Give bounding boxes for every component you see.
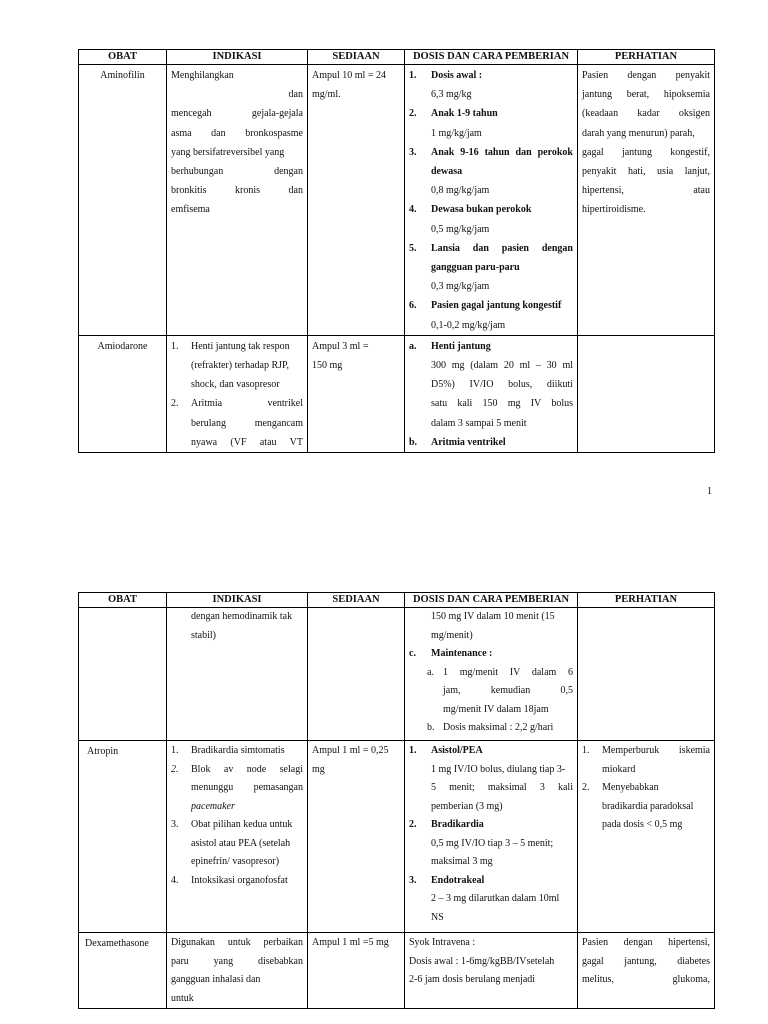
dose-line: 5 menit; maksimal 3 kali [431, 782, 573, 793]
sediaan-line: Ampul 3 ml = [312, 340, 369, 352]
dose-title: Dosis awal : [431, 70, 483, 81]
indikasi-line: menunggu pemasangan [191, 782, 303, 793]
dose-value: 0,8 mg/kg/jam [431, 185, 490, 197]
list-number: 1. [171, 745, 179, 756]
list-number: 2. [582, 782, 590, 793]
dose-title: Bradikardia [431, 819, 484, 830]
dose-line: pemberian (3 mg) [431, 800, 503, 812]
dosis-cell [405, 65, 578, 336]
perhatian-line: Pasien dengan hipertensi, [582, 937, 710, 948]
indikasi-line: dengan hemodinamik tak [191, 611, 293, 622]
table-header-row [79, 593, 715, 608]
dosis-cell [405, 933, 578, 1009]
list-number: 3. [171, 819, 179, 830]
indikasi-line: Intoksikasi organofosfat [191, 874, 288, 886]
dose-title: Dewasa bukan perokok [431, 204, 532, 216]
indikasi-line: shock, dan vasopresor [191, 379, 280, 391]
indikasi-cell [167, 335, 308, 452]
dose-value: 6,3 mg/kg [431, 89, 472, 101]
dose-line: dalam 3 sampai 5 menit [431, 417, 527, 429]
indikasi-line: paru yang disebabkan [171, 955, 303, 967]
indikasi-line: mencegah gejala-gejala [171, 108, 303, 120]
dose-line: 2 – 3 mg dilarutkan dalam 10ml [431, 893, 560, 904]
table-row-dexamethasone [79, 933, 715, 1009]
dose-line: 0,5 mg IV/IO tiap 3 – 5 menit; [431, 837, 554, 849]
perhatian-line: penyakit hati, usia lanjut, [582, 166, 710, 178]
perhatian-line: Menyebabkan [602, 782, 659, 793]
dosis-cell [405, 741, 578, 933]
perhatian-cell [578, 608, 715, 741]
sediaan-cell [308, 741, 405, 933]
table-row-amiodarone [79, 335, 715, 452]
dose-title: Asistol/PEA [431, 745, 483, 756]
dose-title: Anak 1-9 tahun [431, 108, 498, 120]
indikasi-line: asma dan bronkospasme [171, 127, 303, 139]
perhatian-cell [578, 65, 715, 336]
header-indikasi: INDIKASI [167, 50, 308, 65]
table-header-row [79, 50, 715, 65]
perhatian-line: pada dosis < 0,5 mg [602, 819, 683, 830]
dose-value: 1 mg/kg/jam [431, 127, 482, 139]
dose-line: Dosis maksimal : 2,2 g/hari [443, 722, 554, 733]
drug-table-page-1 [78, 49, 715, 453]
header-dosis: DOSIS DAN CARA PEMBERIAN [405, 593, 578, 608]
header-obat: OBAT [79, 593, 167, 608]
list-number: 1. [409, 70, 417, 81]
drug-name: Dexamethasone [79, 933, 167, 1009]
header-obat: OBAT [79, 50, 167, 65]
indikasi-line: (refrakter) terhadap RJP, [191, 360, 290, 372]
indikasi-line: Aritmia ventrikel [191, 398, 303, 410]
indikasi-line: Blok av node selagi [191, 763, 303, 775]
indikasi-cell [167, 933, 308, 1009]
header-perhatian: PERHATIAN [578, 50, 715, 65]
list-letter: b. [427, 722, 435, 733]
indikasi-line: berhubungan dengan [171, 166, 303, 178]
sediaan-cell [308, 65, 405, 336]
list-number: 6. [409, 300, 417, 312]
perhatian-line: Pasien dengan penyakit [582, 70, 710, 81]
drug-table-page-2 [78, 592, 715, 1009]
indikasi-line: stabil) [191, 629, 216, 641]
dose-title: Aritmia ventrikel [431, 436, 506, 448]
header-dosis: DOSIS DAN CARA PEMBERIAN [405, 50, 578, 65]
perhatian-cell [578, 741, 715, 933]
list-letter: a. [409, 340, 417, 352]
drug-name: Atropin [79, 741, 167, 933]
table-row-aminofilin [79, 65, 715, 336]
dosis-cell [405, 335, 578, 452]
indikasi-cell [167, 741, 308, 933]
drug-name [79, 608, 167, 741]
dose-line: 2-6 jam dosis berulang menjadi [409, 974, 536, 985]
perhatian-line: gagal jantung kongestif, [582, 146, 710, 158]
dose-line: mg/menit) [431, 629, 473, 641]
dose-line: 300 mg (dalam 20 ml – 30 ml [431, 360, 573, 372]
sediaan-line: mg/ml. [312, 89, 341, 101]
perhatian-line: Memperburuk iskemia [602, 745, 710, 756]
perhatian-line: darah yang menurun) parah, [582, 127, 695, 139]
indikasi-cell [167, 608, 308, 741]
dose-line: satu kali 150 mg IV bolus [431, 398, 573, 410]
dose-line: Dosis awal : 1-6mg/kgBB/IVsetelah [409, 955, 555, 967]
sediaan-line: Ampul 10 ml = 24 [312, 70, 386, 81]
list-number: 1. [171, 340, 179, 352]
page-number: 1 [707, 486, 712, 497]
indikasi-line: yang bersifatreversibel yang [171, 146, 285, 158]
dose-title: Maintenance : [431, 648, 493, 659]
drug-name: Amiodarone [79, 335, 167, 452]
dose-line: mg/menit IV dalam 18jam [443, 703, 549, 715]
perhatian-line: hipertiroidisme. [582, 204, 646, 216]
sediaan-line: Ampul 1 ml = 0,25 [312, 745, 389, 756]
list-number: 3. [409, 874, 417, 886]
sediaan-line: 150 mg [312, 360, 343, 372]
perhatian-cell [578, 933, 715, 1009]
perhatian-line: miokard [602, 763, 636, 775]
dose-title: Pasien gagal jantung kongestif [431, 300, 562, 312]
indikasi-line: Menghilangkan [171, 70, 234, 81]
dose-line: NS [431, 911, 444, 923]
dosis-cell [405, 608, 578, 741]
dose-line: 1 mg IV/IO bolus, diulang tiap 3- [431, 763, 566, 775]
indikasi-line: Obat pilihan kedua untuk [191, 819, 293, 830]
sediaan-cell [308, 608, 405, 741]
indikasi-cell [167, 65, 308, 336]
dose-value: 0,5 mg/kg/jam [431, 223, 490, 235]
indikasi-line: gangguan inhalasi dan [171, 974, 261, 985]
header-sediaan: SEDIAAN [308, 50, 405, 65]
sediaan-line: mg [312, 763, 325, 775]
dose-title: Lansia dan pasien dengan gangguan paru-paru [431, 242, 573, 274]
dose-title: Anak 9-16 tahun dan perokok dewasa [431, 146, 573, 178]
list-number: 2. [171, 763, 179, 775]
perhatian-line: melitus, glukoma, [582, 974, 710, 985]
perhatian-line: (keadaan kadar oksigen [582, 108, 710, 120]
list-number: 4. [171, 874, 179, 886]
indikasi-line: dan [288, 89, 303, 101]
indikasi-line: bronkitis kronis dan [171, 185, 303, 197]
indikasi-line: emfisema [171, 204, 210, 216]
dose-title: Endotrakeal [431, 874, 485, 886]
list-number: 2. [409, 819, 417, 830]
perhatian-cell [578, 335, 715, 452]
list-number: 2. [171, 398, 179, 410]
dose-value: 0,1-0,2 mg/kg/jam [431, 319, 506, 331]
dose-line: jam, kemudian 0,5 [443, 685, 573, 696]
dose-line: maksimal 3 mg [431, 856, 493, 867]
header-perhatian: PERHATIAN [578, 593, 715, 608]
indikasi-line: untuk [171, 992, 194, 1004]
dose-value: 0,3 mg/kg/jam [431, 281, 490, 293]
perhatian-line: bradikardia paradoksal [602, 800, 694, 812]
indikasi-line: epinefrin/ vasopresor) [191, 856, 280, 867]
list-number: 4. [409, 204, 417, 216]
list-number: 1. [582, 745, 590, 756]
list-number: 3. [409, 146, 417, 158]
indikasi-line: Henti jantung tak respon [191, 340, 290, 352]
indikasi-line: Bradikardia simtomatis [191, 745, 285, 756]
indikasi-line: Digunakan untuk perbaikan [171, 937, 303, 948]
list-letter: a. [427, 666, 434, 678]
perhatian-line: hipertensi, atau [582, 185, 710, 197]
list-number: 5. [409, 242, 417, 254]
dose-line: 1 mg/menit IV dalam 6 [443, 666, 573, 678]
drug-name: Aminofilin [79, 65, 167, 336]
list-number: 1. [409, 745, 417, 756]
indikasi-line: berulang mengancam [191, 417, 303, 429]
indikasi-line: nyawa (VF atau VT [191, 436, 303, 448]
table-row-amiodarone-cont [79, 608, 715, 741]
list-letter: c. [409, 648, 416, 659]
table-row-atropin [79, 741, 715, 933]
indikasi-line: asistol atau PEA (setelah [191, 837, 291, 849]
dose-title: Henti jantung [431, 340, 491, 352]
dose-line: 150 mg IV dalam 10 menit (15 [431, 611, 555, 622]
header-indikasi: INDIKASI [167, 593, 308, 608]
dose-line: D5%) IV/IO bolus, diikuti [431, 379, 573, 391]
indikasi-line: pacemaker [191, 800, 235, 812]
list-letter: b. [409, 436, 418, 448]
dose-line: Syok Intravena : [409, 937, 476, 948]
perhatian-line: jantung berat, hipoksemia [582, 89, 710, 101]
sediaan-cell: Ampul 1 ml =5 mg [308, 933, 405, 1009]
list-number: 2. [409, 108, 417, 120]
perhatian-line: gagal jantung, diabetes [582, 955, 710, 967]
sediaan-cell [308, 335, 405, 452]
header-sediaan: SEDIAAN [308, 593, 405, 608]
